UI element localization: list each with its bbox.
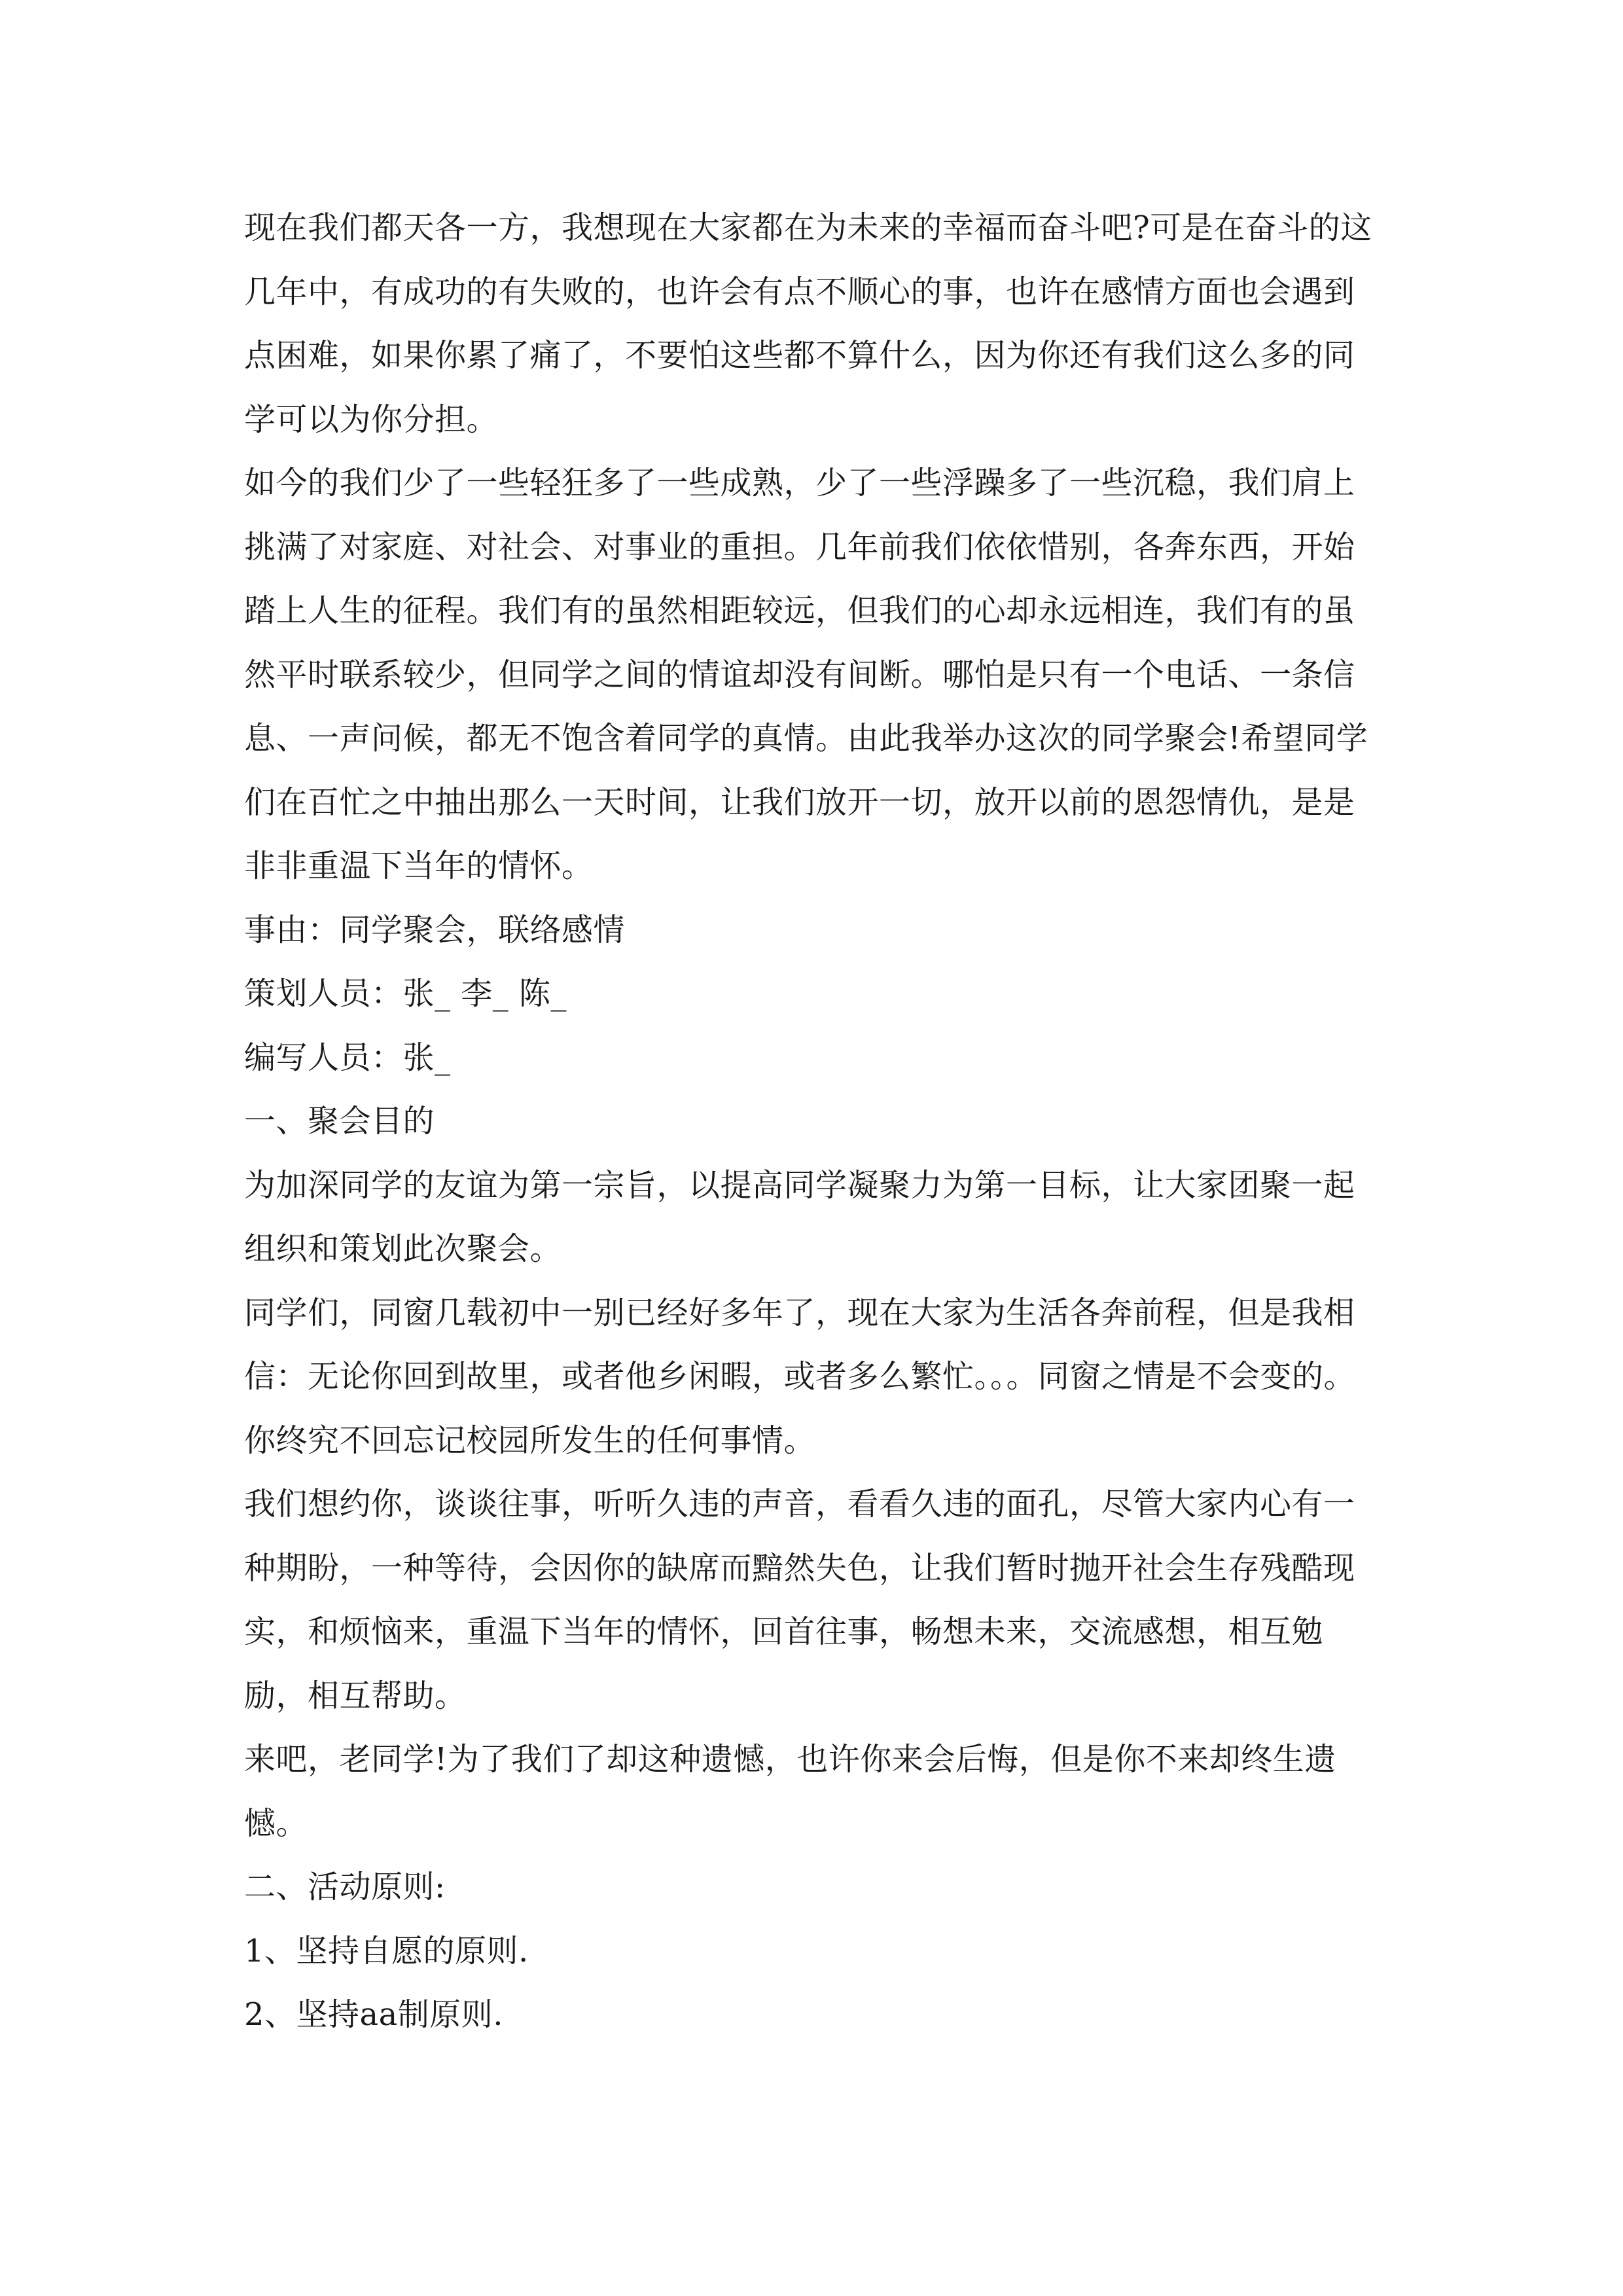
paragraph-invitation: 我们想约你，谈谈往事，听听久违的声音，看看久违的面孔，尽管大家内心有一种期盼，一种等待，会因你的缺席而黯然失色，让我们暂时抛开社会生存残酷现实，和烦恼来，重温下当年的情怀，回首往事，畅想未来，交流感想，相互勉励，相互帮助。 xyxy=(244,1486,1355,1714)
paragraph-classmates: 同学们，同窗几载初中一别已经好多年了，现在大家为生活各奔前程，但是我相信：无论你回到故里，或者他乡闲暇，或者多么繁忙。。。同窗之情是不会变的。你终究不回忘记校园所发生的任何事情。 xyxy=(244,1294,1356,1459)
paragraph-intro: 现在我们都天各一方，我想现在大家都在为未来的幸福而奋斗吧?可是在奋斗的这几年中，有成功的有失败的，也许会有点不顺心的事，也许在感情方面也会遇到点困难，如果你累了痛了，不要怕这些都不算什么，因为你还有我们这么多的同学可以为你分担。 xyxy=(244,209,1372,438)
document-body xyxy=(244,196,1386,2047)
principle-item-2: 2、坚持aa制原则. xyxy=(244,1996,504,2033)
section-heading-purpose: 一、聚会目的 xyxy=(244,1103,435,1139)
paragraph-come: 来吧，老同学!为了我们了却这种遗憾，也许你来会后悔，但是你不来却终生遗憾。 xyxy=(244,1741,1336,1842)
paragraph-writer: 编写人员：张_ xyxy=(244,1039,451,1076)
principle-item-1: 1、坚持自愿的原则. xyxy=(244,1932,529,1969)
paragraph-reflection: 如今的我们少了一些轻狂多了一些成熟，少了一些浮躁多了一些沉稳，我们肩上挑满了对家庭、对社会、对事业的重担。几年前我们依依惜别，各奔东西，开始踏上人生的征程。我们有的虽然相距较远，但我们的心却永远相连，我们有的虽然平时联系较少，但同学之间的情谊却没有间断。哪怕是只有一个电话、一条信息、一声问候，都无不饱含着同学的真情。由此我举办这次的同学聚会!希望同学们在百忙之中抽出那么一天时间，让我们放开一切，放开以前的恩怨情仇，是是非非重温下当年的情怀。 xyxy=(244,465,1368,884)
paragraph-purpose: 为加深同学的友谊为第一宗旨，以提高同学凝聚力为第一目标，让大家团聚一起组织和策划此次聚会。 xyxy=(244,1166,1355,1267)
section-heading-principles: 二、活动原则: xyxy=(244,1869,446,1905)
paragraph-reason: 事由：同学聚会，联络感情 xyxy=(244,911,626,948)
paragraph-planners: 策划人员：张_ 李_ 陈_ xyxy=(244,975,567,1012)
